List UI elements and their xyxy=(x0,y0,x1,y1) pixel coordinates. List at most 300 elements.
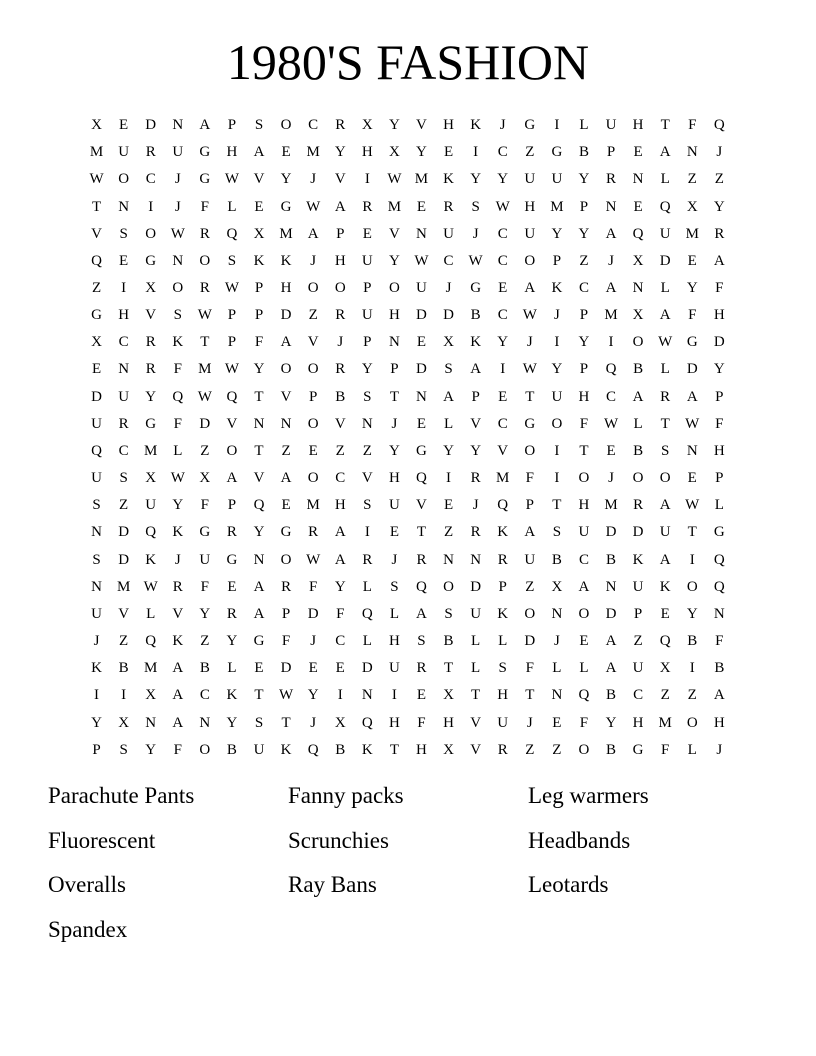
grid-letter: O xyxy=(578,605,590,622)
grid-letter: B xyxy=(633,361,644,378)
word-list-item: Leotards xyxy=(528,872,609,897)
grid-letter: O xyxy=(686,578,698,595)
grid-letter: M xyxy=(604,307,618,324)
grid-letter: A xyxy=(334,551,346,568)
grid-letter: S xyxy=(661,442,670,459)
grid-letter: K xyxy=(497,524,509,541)
grid-letter: N xyxy=(361,687,373,704)
grid-letter: E xyxy=(119,117,129,134)
grid-letter: J xyxy=(526,334,533,351)
grid-letter: X xyxy=(199,470,211,487)
grid-letter: O xyxy=(226,442,238,459)
grid-letter: O xyxy=(199,252,211,269)
grid-letter: G xyxy=(551,144,563,161)
grid-letter: S xyxy=(92,497,101,514)
grid-letter: E xyxy=(389,524,399,541)
grid-letter: V xyxy=(253,171,265,188)
grid-letter: B xyxy=(335,741,346,758)
grid-letter: E xyxy=(416,198,427,215)
grid-letter: O xyxy=(578,741,590,758)
grid-letter: L xyxy=(173,442,183,459)
word-list-item: Fluorescent xyxy=(48,827,156,853)
grid-letter: M xyxy=(550,198,564,215)
grid-letter: F xyxy=(200,578,210,595)
grid-letter: O xyxy=(118,171,130,188)
grid-letter: P xyxy=(471,388,480,405)
grid-letter: O xyxy=(280,117,292,134)
grid-letter: Z xyxy=(119,497,129,514)
grid-letter: O xyxy=(172,280,184,297)
grid-letter: T xyxy=(389,741,399,758)
grid-letter: B xyxy=(226,741,237,758)
grid-letter: Y xyxy=(388,117,400,134)
grid-letter: Q xyxy=(172,388,184,405)
grid-letter: V xyxy=(172,605,184,622)
grid-letter: F xyxy=(281,633,291,650)
grid-letter: F xyxy=(254,334,264,351)
grid-letter: I xyxy=(608,334,614,351)
grid-letter: A xyxy=(253,144,265,161)
grid-letter: B xyxy=(551,551,562,568)
grid-letter: H xyxy=(632,117,644,134)
grid-letter: J xyxy=(716,741,723,758)
grid-letter: I xyxy=(554,442,560,459)
grid-letter: U xyxy=(551,388,563,405)
grid-letter: R xyxy=(308,524,319,541)
grid-letter: L xyxy=(227,198,237,215)
grid-letter: Z xyxy=(119,633,129,650)
grid-letter: C xyxy=(497,144,508,161)
grid-letter: B xyxy=(470,307,481,324)
grid-letter: Y xyxy=(578,225,590,242)
grid-letter: N xyxy=(172,252,184,269)
grid-letter: C xyxy=(308,117,319,134)
grid-letter: X xyxy=(91,117,102,134)
grid-letter: P xyxy=(498,578,507,595)
grid-letter: A xyxy=(605,225,617,242)
grid-letter: J xyxy=(716,144,723,161)
grid-letter: T xyxy=(552,497,562,514)
grid-letter: Z xyxy=(525,578,535,595)
grid-letter: N xyxy=(253,415,265,432)
word-list xyxy=(48,776,768,954)
grid-letter: D xyxy=(605,605,617,622)
grid-letter: N xyxy=(388,334,400,351)
grid-letter: F xyxy=(715,415,724,432)
grid-letter: I xyxy=(500,361,506,378)
grid-letter: I xyxy=(121,687,127,704)
grid-letter: C xyxy=(443,252,454,269)
grid-letter: Q xyxy=(145,524,157,541)
grid-letter: V xyxy=(280,388,292,405)
grid-letter: A xyxy=(524,524,536,541)
grid-letter: E xyxy=(119,252,129,269)
grid-letter: Z xyxy=(443,524,454,541)
grid-letter: P xyxy=(227,117,237,134)
grid-letter: Z xyxy=(552,741,562,758)
grid-letter: A xyxy=(578,578,590,595)
grid-letter: F xyxy=(661,741,670,758)
grid-letter: E xyxy=(335,660,345,677)
grid-letter: G xyxy=(280,198,292,215)
grid-letter: B xyxy=(633,442,644,459)
grid-letter: O xyxy=(524,605,536,622)
grid-letter: N xyxy=(253,551,265,568)
grid-letter: F xyxy=(417,714,426,731)
word-list-item: Scrunchies xyxy=(288,827,389,853)
grid-letter: M xyxy=(198,361,212,378)
grid-letter: J xyxy=(174,551,181,568)
letter-grid xyxy=(83,112,733,764)
grid-letter: U xyxy=(118,144,130,161)
grid-letter: C xyxy=(335,470,346,487)
grid-letter: O xyxy=(145,225,157,242)
grid-letter: D xyxy=(307,605,319,622)
grid-letter: U xyxy=(145,497,157,514)
grid-letter: R xyxy=(199,280,210,297)
grid-letter: S xyxy=(92,551,101,568)
grid-letter: Q xyxy=(659,633,671,650)
grid-letter: U xyxy=(632,578,644,595)
grid-letter: M xyxy=(685,225,699,242)
grid-letter: Z xyxy=(579,252,589,269)
grid-letter: F xyxy=(200,497,210,514)
grid-letter: E xyxy=(227,578,237,595)
word-list-item: Fanny packs xyxy=(288,783,404,808)
grid-letter: A xyxy=(605,280,617,297)
grid-letter: K xyxy=(361,741,373,758)
grid-letter: I xyxy=(121,280,127,297)
grid-letter: Q xyxy=(605,361,617,378)
grid-letter: P xyxy=(92,741,101,758)
grid-letter: C xyxy=(497,307,508,324)
grid-letter: L xyxy=(633,415,643,432)
grid-letter: F xyxy=(308,578,318,595)
grid-letter: S xyxy=(498,660,507,677)
grid-letter: V xyxy=(253,470,265,487)
grid-letter: E xyxy=(660,605,670,622)
grid-letter: E xyxy=(254,198,264,215)
grid-letter: V xyxy=(334,415,346,432)
grid-letter: H xyxy=(497,687,509,704)
grid-letter: F xyxy=(715,280,724,297)
grid-letter: K xyxy=(253,252,265,269)
grid-letter: U xyxy=(470,605,482,622)
grid-letter: Q xyxy=(307,741,319,758)
grid-letter: P xyxy=(633,605,643,622)
grid-letter: G xyxy=(199,171,211,188)
grid-letter: U xyxy=(605,117,617,134)
grid-letter: I xyxy=(473,144,479,161)
grid-letter: X xyxy=(145,470,157,487)
grid-letter: L xyxy=(389,605,399,622)
grid-letter: H xyxy=(713,307,725,324)
grid-letter: T xyxy=(660,117,670,134)
grid-letter: Q xyxy=(713,117,725,134)
grid-letter: W xyxy=(170,225,185,242)
grid-letter: V xyxy=(470,415,482,432)
grid-letter: M xyxy=(414,171,429,188)
grid-letter: L xyxy=(552,660,562,677)
grid-letter: U xyxy=(91,605,102,622)
grid-letter: R xyxy=(606,171,617,188)
grid-letter: Y xyxy=(551,361,563,378)
grid-letter: N xyxy=(172,117,184,134)
grid-letter: C xyxy=(335,633,346,650)
grid-letter: D xyxy=(713,334,725,351)
grid-letter: R xyxy=(335,361,346,378)
grid-letter: T xyxy=(200,334,210,351)
grid-letter: Q xyxy=(713,578,725,595)
grid-letter: Y xyxy=(578,171,590,188)
grid-letter: D xyxy=(659,252,671,269)
grid-letter: V xyxy=(226,415,238,432)
grid-letter: G xyxy=(713,524,725,541)
grid-letter: L xyxy=(227,660,237,677)
grid-letter: D xyxy=(145,117,157,134)
grid-letter: N xyxy=(713,605,725,622)
grid-letter: N xyxy=(551,605,563,622)
grid-letter: Y xyxy=(551,225,563,242)
grid-letter: N xyxy=(280,415,292,432)
grid-letter: H xyxy=(388,633,400,650)
grid-letter: R xyxy=(335,117,346,134)
grid-letter: D xyxy=(199,415,211,432)
grid-letter: S xyxy=(227,252,237,269)
grid-letter: J xyxy=(310,252,317,269)
grid-letter: U xyxy=(199,551,211,568)
grid-letter: B xyxy=(606,741,617,758)
grid-letter: W xyxy=(197,307,212,324)
grid-letter: A xyxy=(659,497,671,514)
grid-letter: Z xyxy=(200,633,210,650)
grid-letter: E xyxy=(498,280,508,297)
grid-letter: F xyxy=(173,741,182,758)
grid-letter: B xyxy=(687,633,698,650)
grid-letter: E xyxy=(254,660,264,677)
grid-letter: Z xyxy=(91,280,102,297)
grid-letter: S xyxy=(363,497,372,514)
grid-letter: C xyxy=(606,388,617,405)
grid-letter: Y xyxy=(280,171,292,188)
grid-letter: U xyxy=(253,741,265,758)
grid-letter: N xyxy=(416,225,427,242)
grid-letter: D xyxy=(280,660,292,677)
grid-letter: K xyxy=(172,334,184,351)
grid-letter: B xyxy=(606,687,617,704)
grid-letter: K xyxy=(551,280,563,297)
grid-letter: Y xyxy=(253,524,265,541)
grid-letter: O xyxy=(551,415,563,432)
grid-letter: T xyxy=(254,687,264,704)
grid-letter: U xyxy=(524,171,536,188)
grid-letter: J xyxy=(472,225,479,242)
grid-letter: Z xyxy=(525,741,535,758)
grid-letter: P xyxy=(363,280,372,297)
grid-letter: T xyxy=(687,524,697,541)
grid-letter: W xyxy=(522,307,537,324)
grid-letter: D xyxy=(686,361,698,378)
grid-letter: W xyxy=(387,171,402,188)
grid-letter: N xyxy=(361,415,373,432)
grid-letter: R xyxy=(145,144,156,161)
grid-letter: O xyxy=(307,361,319,378)
grid-letter: M xyxy=(604,497,618,514)
grid-letter: H xyxy=(226,144,238,161)
grid-letter: R xyxy=(660,388,671,405)
grid-letter: W xyxy=(197,388,212,405)
grid-letter: M xyxy=(89,144,104,161)
grid-letter: Y xyxy=(253,361,265,378)
grid-letter: X xyxy=(334,714,346,731)
grid-letter: J xyxy=(337,334,344,351)
grid-letter: V xyxy=(145,307,157,324)
grid-letter: W xyxy=(224,171,240,188)
grid-letter: I xyxy=(689,660,695,677)
grid-letter: Y xyxy=(713,198,725,215)
grid-letter: F xyxy=(579,714,589,731)
grid-letter: O xyxy=(632,470,644,487)
grid-letter: U xyxy=(659,524,671,541)
grid-letter: J xyxy=(391,551,398,568)
grid-letter: Z xyxy=(362,442,372,459)
grid-letter: D xyxy=(470,578,482,595)
grid-letter: S xyxy=(390,578,399,595)
grid-letter: K xyxy=(470,117,482,134)
grid-letter: I xyxy=(148,198,154,215)
grid-letter: B xyxy=(714,660,725,677)
grid-letter: Z xyxy=(687,687,697,704)
grid-letter: X xyxy=(253,225,265,242)
grid-letter: L xyxy=(146,605,156,622)
grid-letter: M xyxy=(116,578,131,595)
grid-letter: E xyxy=(281,144,291,161)
grid-letter: Y xyxy=(497,334,509,351)
grid-letter: P xyxy=(715,388,724,405)
grid-letter: X xyxy=(388,144,400,161)
grid-letter: G xyxy=(470,280,482,297)
grid-letter: B xyxy=(335,388,346,405)
grid-letter: A xyxy=(172,660,184,677)
grid-letter: P xyxy=(579,198,589,215)
grid-letter: N xyxy=(551,687,563,704)
grid-letter: J xyxy=(472,497,479,514)
grid-letter: O xyxy=(659,470,671,487)
grid-letter: S xyxy=(444,605,453,622)
grid-letter: W xyxy=(495,198,510,215)
grid-letter: Q xyxy=(226,225,238,242)
grid-letter: U xyxy=(443,225,454,242)
grid-letter: G xyxy=(199,144,211,161)
grid-letter: K xyxy=(497,605,509,622)
grid-letter: R xyxy=(416,551,427,568)
grid-letter: S xyxy=(552,524,562,541)
grid-letter: S xyxy=(119,225,128,242)
grid-letter: W xyxy=(468,252,483,269)
grid-letter: E xyxy=(579,633,589,650)
grid-letter: L xyxy=(660,280,670,297)
grid-letter: U xyxy=(659,225,671,242)
grid-letter: O xyxy=(280,551,292,568)
grid-letter: J xyxy=(608,252,614,269)
grid-letter: J xyxy=(310,714,317,731)
grid-letter: S xyxy=(254,714,264,731)
grid-letter: J xyxy=(93,633,100,650)
grid-letter: O xyxy=(280,361,292,378)
page-title: 1980'S FASHION xyxy=(226,34,590,90)
grid-letter: L xyxy=(471,660,481,677)
grid-letter: F xyxy=(173,361,182,378)
grid-letter: A xyxy=(172,714,184,731)
grid-letter: E xyxy=(606,442,616,459)
grid-letter: M xyxy=(387,198,402,215)
grid-letter: K xyxy=(470,334,482,351)
grid-letter: D xyxy=(524,633,536,650)
grid-letter: T xyxy=(254,442,264,459)
grid-letter: O xyxy=(388,280,400,297)
grid-letter: I xyxy=(689,551,695,568)
grid-letter: V xyxy=(497,442,509,459)
grid-letter: Z xyxy=(525,144,535,161)
grid-letter: I xyxy=(337,687,343,704)
grid-letter: P xyxy=(281,605,291,622)
grid-letter: E xyxy=(91,361,102,378)
grid-letter: T xyxy=(281,714,291,731)
grid-letter: F xyxy=(688,307,697,324)
word-list-item: Leg warmers xyxy=(528,783,649,808)
grid-letter: C xyxy=(145,171,156,188)
grid-letter: E xyxy=(687,252,697,269)
grid-letter: Y xyxy=(145,741,157,758)
grid-letter: Y xyxy=(443,442,454,459)
grid-letter: G xyxy=(416,442,427,459)
grid-letter: F xyxy=(173,415,182,432)
grid-letter: L xyxy=(714,497,724,514)
grid-letter: X xyxy=(145,280,157,297)
grid-letter: V xyxy=(470,714,482,731)
grid-letter: M xyxy=(658,714,672,731)
grid-letter: A xyxy=(632,388,644,405)
grid-letter: W xyxy=(658,334,673,351)
grid-letter: A xyxy=(226,470,238,487)
grid-letter: B xyxy=(443,633,454,650)
grid-letter: I xyxy=(554,470,560,487)
grid-letter: V xyxy=(361,470,373,487)
grid-letter: O xyxy=(307,280,319,297)
grid-letter: T xyxy=(471,687,481,704)
grid-letter: G xyxy=(226,551,238,568)
grid-letter: P xyxy=(336,225,345,242)
grid-letter: L xyxy=(660,171,670,188)
grid-letter: R xyxy=(172,578,183,595)
grid-letter: X xyxy=(361,117,373,134)
grid-letter: E xyxy=(552,714,562,731)
grid-letter: O xyxy=(307,415,319,432)
grid-letter: I xyxy=(364,171,370,188)
grid-letter: K xyxy=(632,551,644,568)
grid-letter: F xyxy=(525,470,534,487)
grid-letter: G xyxy=(686,334,698,351)
grid-letter: W xyxy=(685,497,700,514)
grid-letter: W xyxy=(224,361,240,378)
grid-letter: M xyxy=(144,660,158,677)
word-list-item: Ray Bans xyxy=(288,872,377,897)
grid-letter: R xyxy=(362,198,373,215)
grid-letter: S xyxy=(444,361,453,378)
grid-letter: R xyxy=(633,497,644,514)
grid-letter: X xyxy=(632,252,644,269)
grid-letter: C xyxy=(578,280,589,297)
